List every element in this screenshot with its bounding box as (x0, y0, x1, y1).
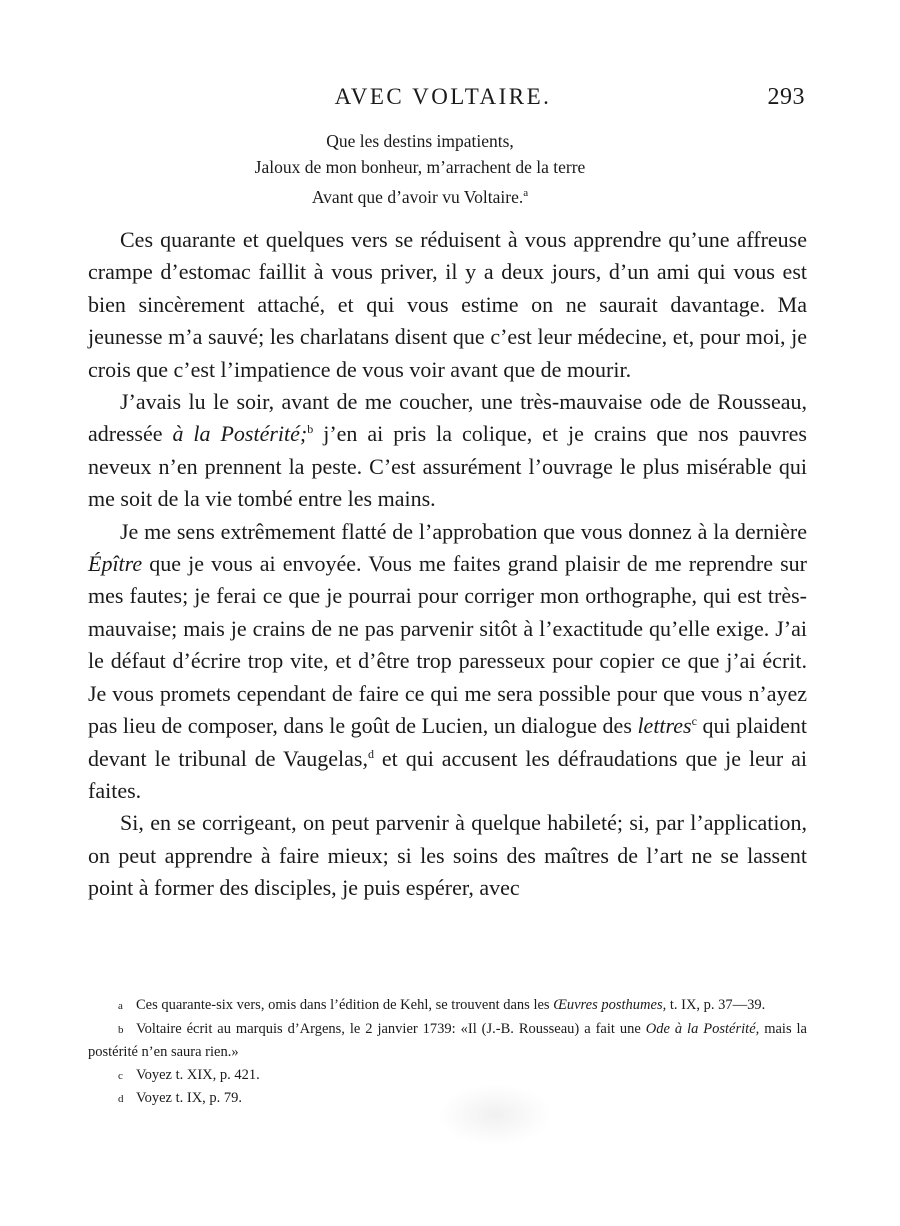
paragraph-text: que je vous ai envoyée. Vous me faites grand plaisir de me reprendre sur mes fautes; je ferai ce que je pourrai pour corriger mon orthographe, qui est très-mauvaise; mais je crains de ne pas parvenir sitôt à l’exactitude qu’elle exige. J’ai le défaut d’écrire trop vite, et d’être trop paresseux pour copier ce que j’ai écrit. Je vous promets cependant de faire ce qui me sera possible pour que vous n’ayez pas lieu de composer, dans le goût de Lucien, un dialogue des (88, 551, 807, 739)
footnote-text: Ces quarante-six vers, omis dans l’édition de Kehl, se trouvent dans les (136, 997, 554, 1013)
footnote-label: b (118, 1023, 124, 1036)
verse-line-text: Jaloux de mon bonheur, m’arrachent de la terre (254, 157, 586, 177)
footnote-text: Voyez t. XIX, p. 421. (136, 1066, 260, 1083)
paragraph-text: J’avais lu le soir, avant de me coucher, une très-mauvaise ode de Rousseau, adressée (88, 389, 807, 447)
footnote-text: t. IX, p. 37—39. (666, 997, 766, 1013)
italic-title: Épître (88, 551, 143, 577)
paragraph (88, 807, 807, 904)
verse-line (150, 128, 690, 154)
italic-title: à la Postérité; (172, 421, 308, 447)
paragraph-text: Ces quarante et quelques vers se réduisent à vous apprendre qu’une affreuse crampe d’estomac faillit à vous priver, il y a deux jours, d’un ami qui vous est bien sincèrement attaché, et qui vous estime on ne saurait davantage. Ma jeunesse m’a sauvé; les charlatans disent que c’est leur médecine, et, pour moi, je crois que c’est l’impatience de vous voir avant que de mourir. (88, 227, 807, 382)
paragraph-text: j’en ai pris la colique, et je crains que nos pauvres neveux n’en prennent la peste. C’est assurément l’ouvrage le plus misérable qui me soit de la vie tombé entre les mains. (88, 421, 807, 512)
verse-line (150, 180, 690, 210)
paragraph (88, 516, 807, 808)
footnote-text: mais la postérité n’en saura rien.» (88, 1020, 807, 1060)
footnote-italic: Œuvres posthumes, (553, 997, 667, 1013)
verse-line-text: Avant que d’avoir vu Voltaire. (311, 186, 524, 207)
verse-line-text: Que les destins impatients, (326, 131, 514, 151)
footnote-text: Voltaire écrit au marquis d’Argens, le 2 janvier 1739: «Il (J.-B. Rousseau) a fait une (136, 1020, 646, 1037)
footnote-label: c (118, 1069, 123, 1082)
italic-word: lettres (637, 713, 692, 739)
letter-body (88, 224, 807, 905)
footnote-marker: c (691, 714, 697, 729)
footnote-label: d (118, 1093, 124, 1105)
footnote-b (88, 1018, 807, 1064)
footnote-marker: a (523, 187, 529, 199)
page-number: 293 (767, 84, 805, 110)
footnote-marker: b (307, 422, 314, 437)
verse-quotation (150, 128, 690, 210)
footnote-text: Voyez t. IX, p. 79. (136, 1090, 243, 1106)
footnote-marker: d (367, 746, 374, 761)
footnotes (88, 994, 807, 1111)
footnote-a (88, 994, 807, 1018)
verse-line (150, 154, 690, 180)
running-title: AVEC VOLTAIRE. (334, 84, 552, 109)
paragraph-text: et qui accusent les défraudations que je leur ai faites. (88, 745, 807, 803)
paragraph (88, 224, 807, 386)
paragraph-text: Si, en se corrigeant, on peut parvenir à quelque habileté; si, par l’application, on peut apprendre à faire mieux; si les soins des maîtres de l’art ne se lassent point à former des disciples, je puis espérer, avec (88, 810, 807, 901)
paper-stain (440, 1085, 550, 1145)
footnote-label: a (118, 1000, 123, 1012)
paragraph (88, 386, 807, 516)
paragraph-text: Je me sens extrêmement flatté de l’approbation que vous donnez à la dernière (120, 518, 807, 544)
paragraph-text: qui plaident devant le tribunal de Vaugelas, (88, 713, 808, 771)
running-head (0, 84, 900, 114)
footnote-c (88, 1064, 807, 1088)
footnote-italic: Ode à la Postérité, (645, 1020, 760, 1037)
